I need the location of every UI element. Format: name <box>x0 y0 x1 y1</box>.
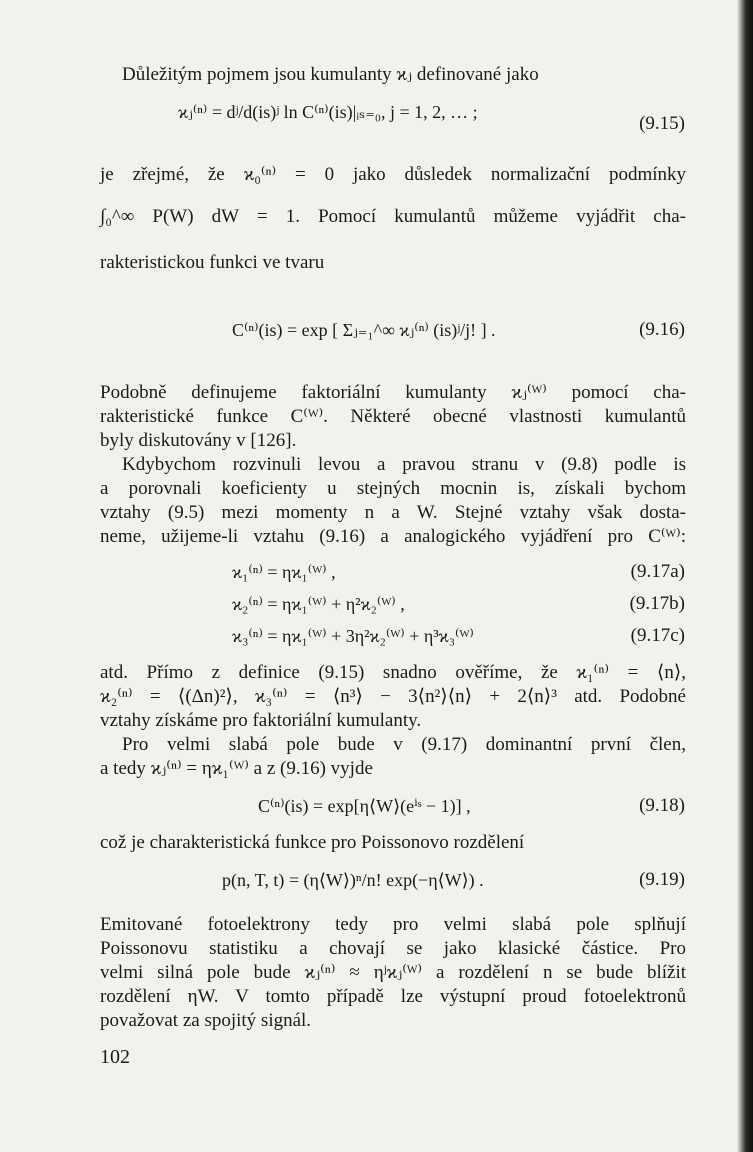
text-line-13: ϰ₂⁽ⁿ⁾ = ⟨(Δn)²⟩, ϰ₃⁽ⁿ⁾ = ⟨n³⟩ − 3⟨n²⟩⟨n⟩ + 2⟨n⟩³ atd. Podobné <box>100 686 686 707</box>
equation-9-17c: ϰ₃⁽ⁿ⁾ = ηϰ₁⁽ᵂ⁾ + 3η²ϰ₂⁽ᵂ⁾ + η³ϰ₃⁽ᵂ⁾ <box>232 626 474 646</box>
book-spine-shadow <box>737 0 753 1152</box>
text-line-22: považovat za spojitý signál. <box>100 1010 312 1031</box>
equation-9-17b: ϰ₂⁽ⁿ⁾ = ηϰ₁⁽ᵂ⁾ + η²ϰ₂⁽ᵂ⁾ , <box>232 594 405 614</box>
equation-number-9-17b: (9.17b) <box>629 593 685 614</box>
equation-9-18: C⁽ⁿ⁾(is) = exp[η⟨W⟩(eⁱˢ − 1)] , <box>258 796 471 816</box>
equation-9-19: p(n, T, t) = (η⟨W⟩)ⁿ/n! exp(−η⟨W⟩) . <box>222 870 484 890</box>
equation-number-9-17a: (9.17a) <box>630 561 685 582</box>
equation-number-9-17c: (9.17c) <box>630 625 685 646</box>
equation-number-9-16: (9.16) <box>639 319 685 340</box>
equation-9-15: ϰⱼ⁽ⁿ⁾ = dʲ/d(is)ʲ ln C⁽ⁿ⁾(is)|ᵢₛ₌₀, j = 1, 2, … ; <box>178 102 478 122</box>
text-line-2: je zřejmé, že ϰ₀⁽ⁿ⁾ = 0 jako důsledek normalizační podmínky <box>100 164 686 185</box>
text-line-9: a porovnali koeficienty u stejných mocnin is, získali bychom <box>100 478 686 499</box>
text-line-5: Podobně definujeme faktoriální kumulanty ϰⱼ⁽ᵂ⁾ pomocí cha- <box>100 382 686 403</box>
text-line-20: velmi silná pole bude ϰⱼ⁽ⁿ⁾ ≈ ηʲϰⱼ⁽ᵂ⁾ a rozdělení n se bude blížit <box>100 962 686 983</box>
equation-number-9-19: (9.19) <box>639 869 685 890</box>
text-line-14: vztahy získáme pro faktoriální kumulanty. <box>100 710 422 731</box>
text-line-1: Důležitým pojmem jsou kumulanty ϰⱼ definované jako <box>122 64 539 85</box>
text-line-21: rozdělení ηW. V tomto případě lze výstupní proud fotoelektronů <box>100 986 686 1007</box>
text-line-19: Poissonovu statistiku a chovají se jako klasické částice. Pro <box>100 938 686 959</box>
text-line-4: rakteristickou funkci ve tvaru <box>100 252 325 273</box>
text-line-17: což je charakteristická funkce pro Poissonovo rozdělení <box>100 832 525 853</box>
equation-number-9-15: (9.15) <box>639 113 685 134</box>
text-line-11: neme, užijeme-li vztahu (9.16) a analogického vyjádření pro C⁽ᵂ⁾: <box>100 526 686 547</box>
text-line-18: Emitované fotoelektrony tedy pro velmi slabá pole splňují <box>100 914 686 935</box>
page-number: 102 <box>100 1046 130 1068</box>
text-line-3: ∫₀^∞ P(W) dW = 1. Pomocí kumulantů můžeme vyjádřit cha- <box>100 206 686 227</box>
text-line-15: Pro velmi slabá pole bude v (9.17) dominantní první člen, <box>122 734 686 755</box>
text-line-8: Kdybychom rozvinuli levou a pravou stranu v (9.8) podle is <box>122 454 686 475</box>
equation-9-17a: ϰ₁⁽ⁿ⁾ = ηϰ₁⁽ᵂ⁾ , <box>232 562 336 582</box>
equation-9-16: C⁽ⁿ⁾(is) = exp [ Σⱼ₌₁^∞ ϰⱼ⁽ⁿ⁾ (is)ʲ/j! ] . <box>232 320 496 340</box>
text-line-12: atd. Přímo z definice (9.15) snadno ověříme, že ϰ₁⁽ⁿ⁾ = ⟨n⟩, <box>100 662 686 683</box>
text-line-6: rakteristické funkce C⁽ᵂ⁾. Některé obecné vlastnosti kumulantů <box>100 406 686 427</box>
equation-number-9-18: (9.18) <box>639 795 685 816</box>
text-line-10: vztahy (9.5) mezi momenty n a W. Stejné vztahy však dosta- <box>100 502 686 523</box>
text-line-16: a tedy ϰⱼ⁽ⁿ⁾ = ηϰ₁⁽ᵂ⁾ a z (9.16) vyjde <box>100 758 373 779</box>
text-line-7: byly diskutovány v [126]. <box>100 430 297 451</box>
